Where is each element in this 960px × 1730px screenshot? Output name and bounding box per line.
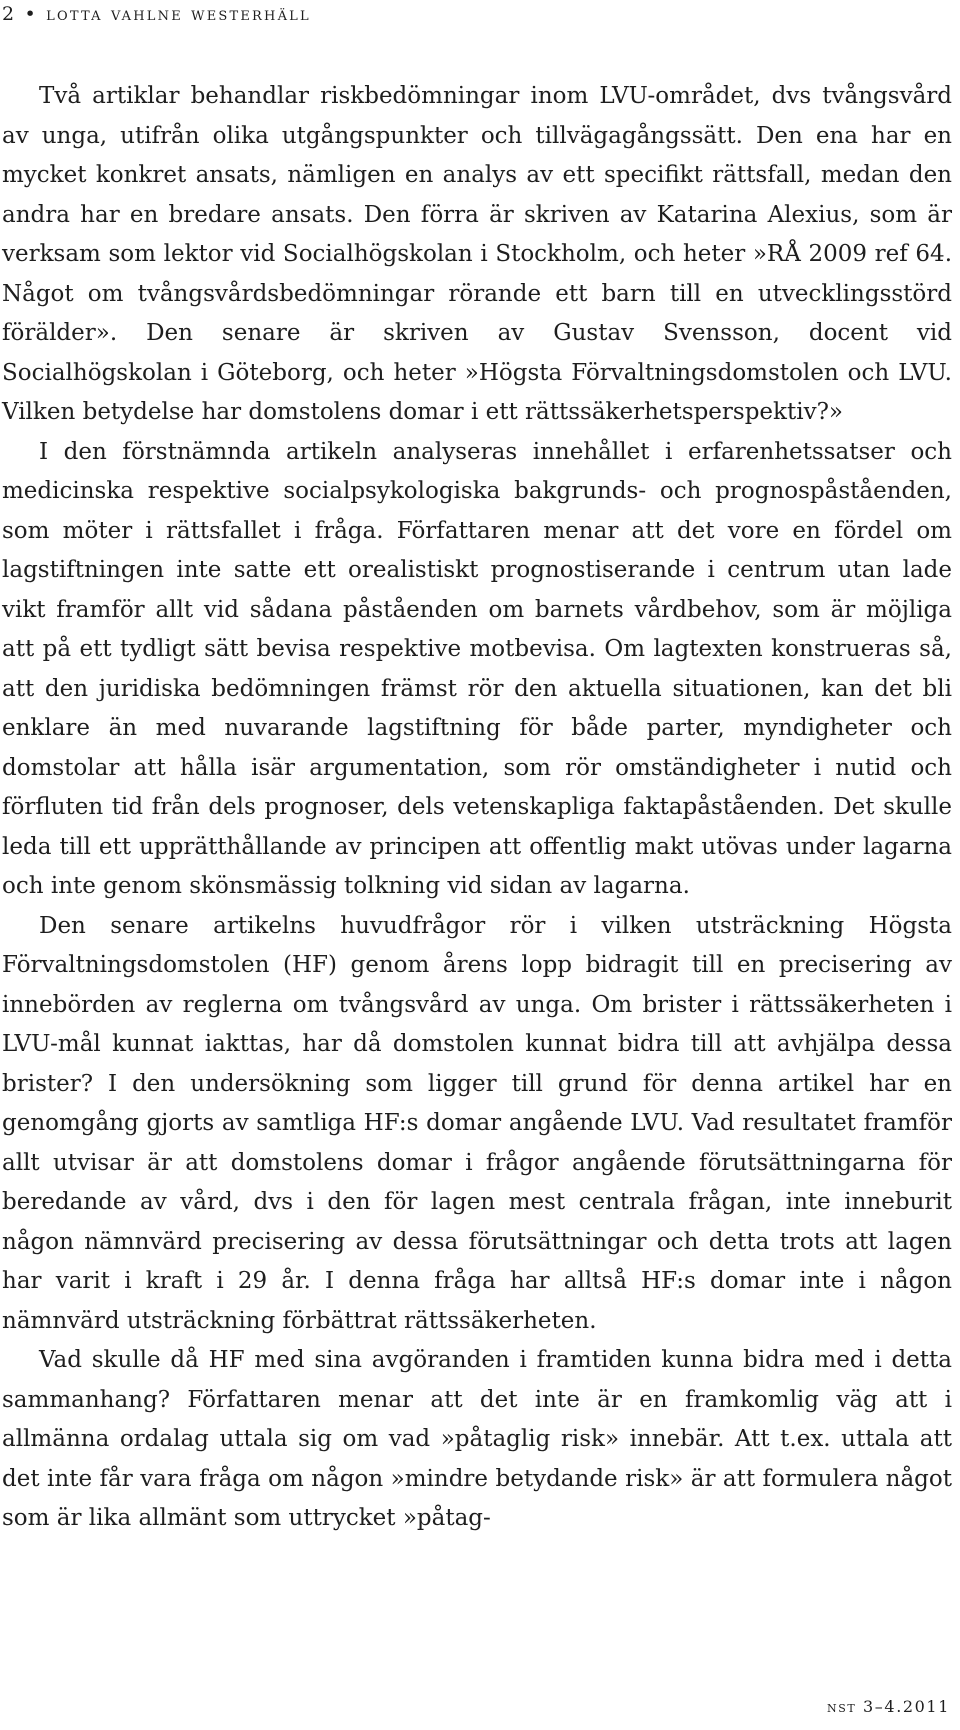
paragraph-4: Vad skulle då HF med sina avgöranden i framtiden kunna bidra med i detta sammanhang? Författaren menar att det inte är en framkomlig väg att i allmänna ordalag uttala sig om vad »påtaglig risk» innebär. Att t.ex. uttala att det inte får vara fråga om någon »mindre betydande risk» är att formulera något som är lika allmänt som uttrycket »påtag- bbox=[2, 1347, 952, 1531]
paragraph-2: I den förstnämnda artikeln analyseras innehållet i erfarenhetssatser och medicinska respektive socialpsykologiska bakgrunds- och prognospåståenden, som möter i rättsfallet i fråga. Författaren menar att det vore en fördel om lagstiftningen inte satte ett orealistiskt prognostiserande i centrum utan lade vikt framför allt vid sådana påståenden om barnets vårdbehov, som är möjliga att på ett tydligt sätt bevisa respektive motbevisa. Om lagtexten konstrueras så, att den juridiska bedömningen främst rör den aktuella situationen, kan det bli enklare än med nuvarande lagstiftning för både parter, myndigheter och domstolar att hålla isär argumentation, som rör omständigheter i nutid och förfluten tid från dels prognoser, dels vetenskapliga faktapåståenden. Det skulle leda till ett upprätthållande av principen att offentlig makt utövas under lagarna och inte genom skönsmässig tolkning vid sidan av lagarna. bbox=[2, 438, 952, 899]
article-body bbox=[2, 77, 952, 1539]
page-folio: nst 3–4.2011 bbox=[827, 1697, 950, 1716]
paragraph-3: Den senare artikelns huvudfrågor rör i vilken utsträckning Högsta Förvaltningsdomstolen (HF) genom årens lopp bidragit till en precisering av innebörden av reglerna om tvångsvård av unga. Om brister i rättssäkerheten i LVU-mål kunnat iakttas, har då domstolen kunnat bidra till att avhjälpa dessa brister? I den undersökning som ligger till grund för denna artikel har en genomgång gjorts av samtliga HF:s domar angående LVU. Vad resultatet framför allt utvisar är att domstolens domar i frågor angående förutsättningarna för beredande av vård, dvs i den för lagen mest centrala frågan, inte inneburit någon nämnvärd precisering av dessa förutsättningar och detta trots att lagen har varit i kraft i 29 år. I denna fråga har alltså HF:s domar inte i någon nämnvärd utsträckning förbättrat rättssäkerheten. bbox=[2, 912, 952, 1334]
paragraph-1: Två artiklar behandlar riskbedömningar inom LVU-området, dvs tvångsvård av unga, utifrån olika utgångspunkter och tillvägagångssätt. Den ena har en mycket konkret ansats, nämligen en analys av ett specifikt rättsfall, medan den andra har en bredare ansats. Den förra är skriven av Katarina Alexius, som är verksam som lektor vid Socialhögskolan i Stockholm, och heter »RÅ 2009 ref 64. Något om tvångsvårdsbedömningar rörande ett barn till en utvecklingsstörd förälder». Den senare är skriven av Gustav Svensson, docent vid Socialhögskolan i Göteborg, och heter »Högsta Förvaltningsdomstolen och LVU. Vilken betydelse har domstolens domar i ett rättssäkerhetsperspektiv?» bbox=[2, 83, 952, 425]
running-head: 2 • lotta vahlne westerhäll bbox=[2, 3, 311, 25]
